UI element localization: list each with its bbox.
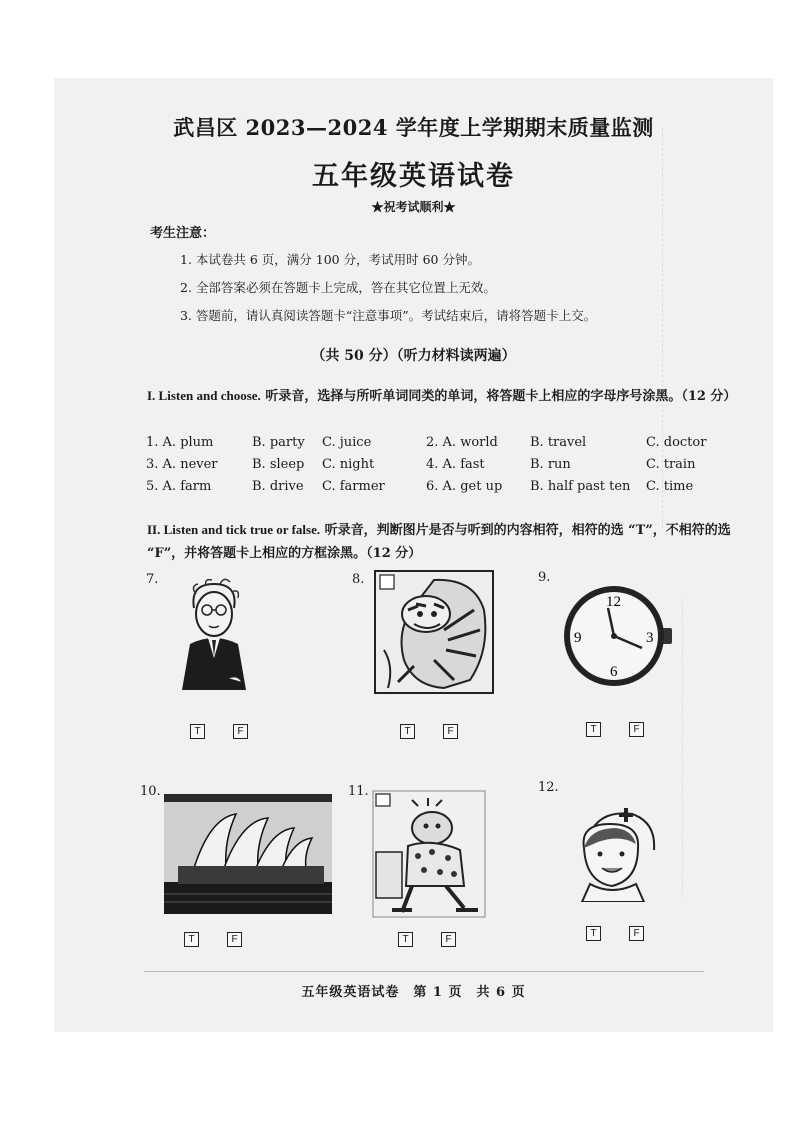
- tf-choice: [400, 724, 458, 739]
- section-1-title-cn: 听录音，选择与所听单词同类的单词，将答题卡上相应的字母序号涂黑。（12 分）: [265, 389, 737, 404]
- tf-choice: [190, 724, 248, 739]
- exam-subtitle: 五年级英语试卷: [312, 161, 515, 192]
- q2-option-c: C. doctor: [646, 435, 707, 450]
- q6-option-b: B. half past ten: [530, 479, 631, 494]
- true-checkbox[interactable]: T: [190, 724, 205, 739]
- sydney-opera-house-icon: [164, 794, 332, 914]
- svg-text:3: 3: [646, 630, 654, 646]
- false-checkbox[interactable]: F: [629, 926, 644, 941]
- page-footer: 五年级英语试卷 第 1 页 共 6 页: [301, 985, 526, 1000]
- section-2-title-cn: 听录音，判断图片是否与听到的内容相符，相符的选 “T”，不相符的选 “F”，并将答题卡上相应的方框涂黑。（12 分）: [147, 523, 731, 561]
- part-heading: （共 50 分）（听力材料读两遍）: [311, 348, 516, 364]
- false-checkbox[interactable]: F: [441, 932, 456, 947]
- notice-item: 1. 本试卷共 6 页，满分 100 分，考试用时 60 分钟。: [180, 252, 480, 267]
- good-luck-line: ★祝考试顺利★: [371, 200, 456, 214]
- q6-option-c: C. time: [646, 479, 694, 494]
- section-1-title-en: I. Listen and choose.: [147, 388, 261, 403]
- notice-item: 3. 答题前，请认真阅读答题卡“注意事项”。考试结束后，请将答题卡上交。: [180, 308, 597, 323]
- item-number: 8.: [352, 572, 365, 587]
- notice-heading: 考生注意：: [150, 226, 216, 241]
- q3-option-c: C. night: [322, 457, 375, 472]
- q5-option-b: B. drive: [252, 479, 304, 494]
- q4-option-b: B. run: [530, 457, 571, 472]
- false-checkbox[interactable]: F: [233, 724, 248, 739]
- q1-option-b: B. party: [252, 435, 305, 450]
- tf-choice: [586, 722, 644, 737]
- true-checkbox[interactable]: T: [398, 932, 413, 947]
- tf-choice: [398, 932, 456, 947]
- svg-text:6: 6: [610, 664, 618, 680]
- item-number: 7.: [146, 572, 159, 587]
- section-2-title-en: II. Listen and tick true or false.: [147, 522, 321, 537]
- section-1-title: [147, 384, 747, 408]
- q3-options: 3. A. never: [146, 457, 218, 472]
- true-checkbox[interactable]: T: [184, 932, 199, 947]
- notice-item: 2. 全部答案必须在答题卡上完成，答在其它位置上无效。: [180, 280, 496, 295]
- exam-page: [54, 78, 773, 1032]
- item-number: 10.: [140, 784, 161, 799]
- false-checkbox[interactable]: F: [443, 724, 458, 739]
- true-checkbox[interactable]: T: [586, 722, 601, 737]
- svg-text:9: 9: [574, 630, 582, 646]
- tf-choice: [184, 932, 242, 947]
- q2-options: 2. A. world: [426, 435, 498, 450]
- q5-options: 5. A. farm: [146, 479, 212, 494]
- item-number: 9.: [538, 570, 551, 585]
- q4-options: 4. A. fast: [426, 457, 485, 472]
- item-number: 12.: [538, 780, 559, 795]
- section-2-title: [147, 518, 747, 565]
- false-checkbox[interactable]: F: [629, 722, 644, 737]
- q5-option-c: C. farmer: [322, 479, 385, 494]
- exam-title: 武昌区 2023—2024 学年度上学期期末质量监测: [173, 115, 654, 140]
- tiger-cooking-icon: [372, 790, 486, 918]
- true-checkbox[interactable]: T: [586, 926, 601, 941]
- footer-divider: [144, 971, 704, 972]
- q6-options: 6. A. get up: [426, 479, 503, 494]
- false-checkbox[interactable]: F: [227, 932, 242, 947]
- cartoon-tiger-icon: [374, 570, 494, 694]
- item-number: 11.: [348, 784, 369, 799]
- old-man-with-glasses-icon: [176, 578, 252, 694]
- q2-option-b: B. travel: [530, 435, 587, 450]
- true-checkbox[interactable]: T: [400, 724, 415, 739]
- q1-option-c: C. juice: [322, 435, 372, 450]
- svg-text:12: 12: [606, 594, 621, 610]
- q3-option-b: B. sleep: [252, 457, 305, 472]
- nurse-icon: [570, 804, 666, 902]
- tf-choice: [586, 926, 644, 941]
- q1-options: 1. A. plum: [146, 435, 214, 450]
- wall-clock-icon: [562, 584, 680, 690]
- bleed-through: [682, 598, 743, 898]
- q4-option-c: C. train: [646, 457, 696, 472]
